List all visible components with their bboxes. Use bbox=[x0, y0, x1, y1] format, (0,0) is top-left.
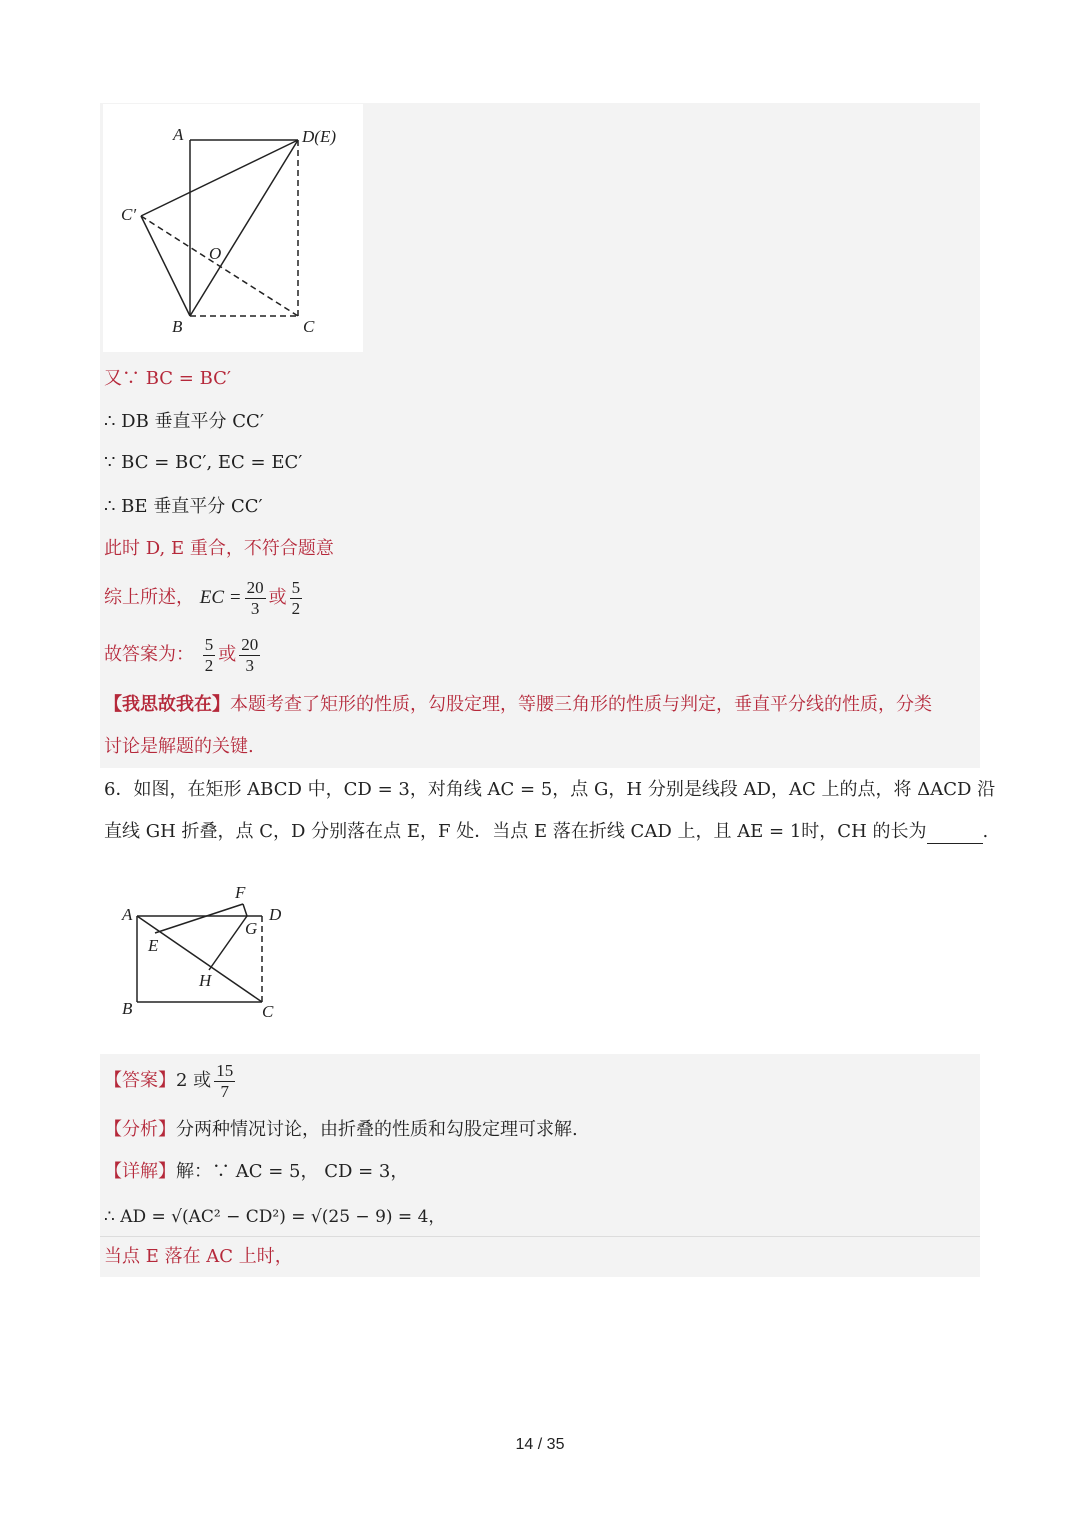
fig1-label-o: O bbox=[209, 244, 222, 263]
question-6-line-1: 6．如图，在矩形 ABCD 中，CD = 3，对角线 AC = 5，点 G，H 分别是线段 AD，AC 上的点，将 ΔACD 沿 bbox=[104, 779, 996, 800]
answer-blank bbox=[927, 825, 983, 844]
reflection-text-1: 本题考查了矩形的性质，勾股定理，等腰三角形的性质与判定，垂直平分线的性质，分类 bbox=[230, 694, 932, 715]
frac-denominator: 3 bbox=[250, 598, 260, 618]
fig1-label-cprime: C′ bbox=[121, 205, 137, 224]
frac-denominator: 2 bbox=[204, 655, 214, 675]
fig2-label-h: H bbox=[199, 971, 212, 990]
answer-tag: 【答案】 bbox=[104, 1070, 176, 1091]
fraction-5-2 bbox=[290, 578, 303, 619]
fraction-20-3 bbox=[245, 578, 266, 619]
fig1-label-a: A bbox=[173, 125, 184, 144]
figure-fold-rectangle-1 bbox=[103, 104, 363, 352]
line6-lhs: EC = bbox=[199, 587, 242, 608]
fig1-label-de: D(E) bbox=[302, 127, 336, 146]
line7-prefix: 故答案为： bbox=[104, 644, 194, 665]
solution-line-6 bbox=[104, 575, 305, 621]
detail-tag: 【详解】 bbox=[104, 1161, 176, 1182]
frac-numerator: 20 bbox=[241, 634, 259, 654]
answer-text: 2 或 bbox=[176, 1070, 212, 1091]
fig1-label-c: C bbox=[303, 317, 315, 336]
analysis-text: 分两种情况讨论，由折叠的性质和勾股定理可求解. bbox=[176, 1119, 578, 1140]
line7-or: 或 bbox=[218, 644, 237, 665]
fig2-label-c: C bbox=[262, 1002, 274, 1021]
detail-text: 解：∵ AC = 5， CD = 3， bbox=[176, 1161, 409, 1182]
fig2-label-d: D bbox=[269, 905, 282, 924]
answer-line bbox=[104, 1058, 238, 1104]
solution-line-7 bbox=[104, 632, 263, 678]
frac-numerator: 20 bbox=[246, 577, 264, 597]
frac-numerator: 5 bbox=[204, 634, 214, 654]
question-6-line-2-end: . bbox=[982, 821, 989, 842]
case-line: 当点 E 落在 AC 上时， bbox=[104, 1246, 293, 1267]
figure-fold-rectangle-2 bbox=[110, 876, 300, 1026]
detail-line bbox=[104, 1160, 408, 1184]
question-6-line-2 bbox=[104, 820, 988, 844]
question-6-line-2-text: 直线 GH 折叠，点 C，D 分别落在点 E，F 处．当点 E 落在折线 CAD 上，且 AE = 1时，CH 的长为 bbox=[104, 821, 927, 842]
page-number: 14 / 35 bbox=[515, 1436, 565, 1453]
reflection-tag: 【我思故我在】 bbox=[104, 694, 230, 715]
reflection-line-2: 讨论是解题的关键. bbox=[104, 736, 254, 757]
frac-numerator: 5 bbox=[291, 577, 301, 597]
frac-denominator: 3 bbox=[245, 655, 254, 675]
solution-line-5: 此时 D, E 重合，不符合题意 bbox=[104, 538, 334, 559]
fig2-label-e: E bbox=[148, 936, 159, 955]
row-divider bbox=[100, 1236, 980, 1237]
frac-denominator: 7 bbox=[220, 1081, 229, 1101]
solution-line-2: ∴ DB 垂直平分 CC′ bbox=[104, 411, 264, 432]
line6-prefix: 综上所述， bbox=[104, 587, 194, 608]
frac-denominator: 2 bbox=[291, 598, 301, 618]
reflection-line-1 bbox=[104, 693, 932, 717]
fig2-label-a: A bbox=[122, 905, 133, 924]
fig2-label-g: G bbox=[245, 919, 258, 938]
fraction-5-2-b bbox=[203, 635, 216, 676]
analysis-tag: 【分析】 bbox=[104, 1119, 176, 1140]
fig2-label-b: B bbox=[122, 999, 133, 1018]
frac-numerator: 15 bbox=[216, 1060, 234, 1080]
analysis-line bbox=[104, 1118, 578, 1142]
calc-line: ∴ AD = √(AC² − CD²) = √(25 − 9) = 4， bbox=[104, 1207, 446, 1227]
line6-or: 或 bbox=[268, 587, 287, 608]
fraction-15-7 bbox=[214, 1061, 235, 1102]
fraction-20-3-b bbox=[239, 635, 260, 676]
solution-line-1: 又∵ BC = BC′ bbox=[104, 368, 232, 389]
solution-line-3: ∵ BC = BC′, EC = EC′ bbox=[104, 452, 303, 473]
fig1-label-b: B bbox=[172, 317, 183, 336]
solution-line-4: ∴ BE 垂直平分 CC′ bbox=[104, 496, 263, 517]
fig2-label-f: F bbox=[235, 883, 246, 902]
